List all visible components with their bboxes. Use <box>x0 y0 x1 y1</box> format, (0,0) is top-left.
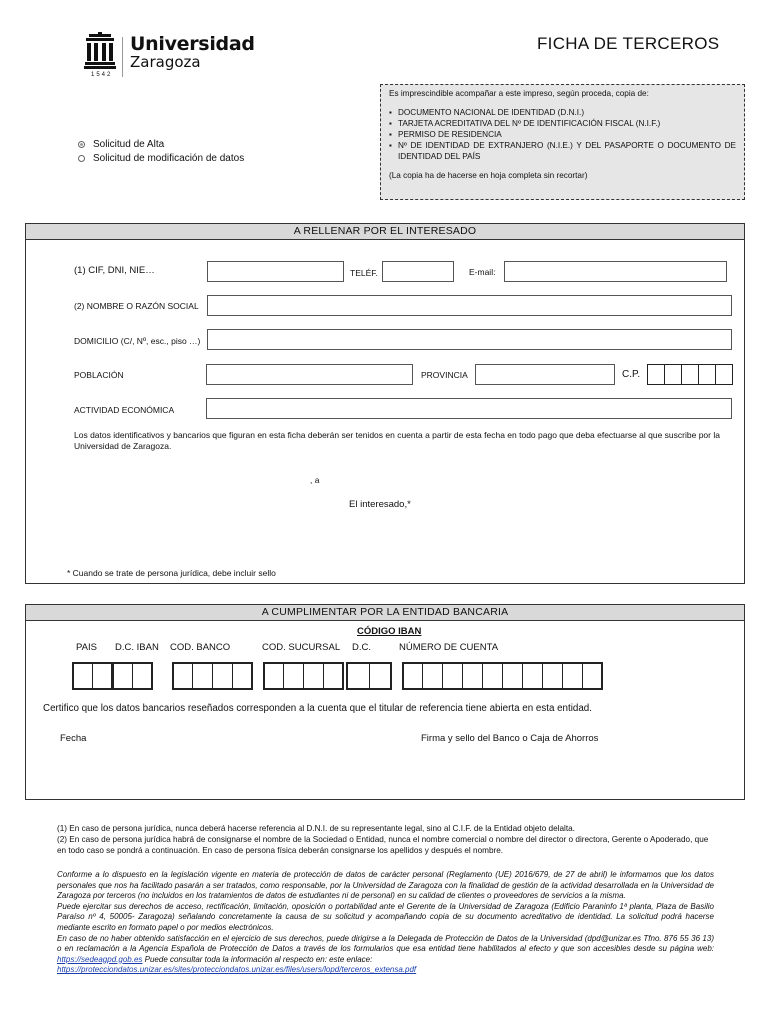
fecha-label: Fecha <box>60 733 87 744</box>
logo-line2: Zaragoza <box>130 53 201 71</box>
signer-label: El interesado,* <box>349 499 411 510</box>
domicilio-input[interactable] <box>207 329 732 350</box>
notice-intro: Es imprescindible acompañar a este impreso, según proceda, copia de: <box>389 89 649 98</box>
bank-certification: Certifico que los datos bancarios reseñados corresponden a la cuenta que el titular de referencia tiene abierta en esta entidad. <box>43 703 592 714</box>
iban-sucursal-cells[interactable] <box>263 662 344 690</box>
telef-label: TELÉF. <box>350 268 378 278</box>
iban-dc-cells[interactable] <box>112 662 153 690</box>
logo-line1: Universidad <box>130 33 255 55</box>
privacy-info-link[interactable]: https://protecciondatos.unizar.es/sites/protecciondatos.unizar.es/files/users/lopd/terceros_extensa.pdf <box>57 965 417 975</box>
data-protection-notice <box>57 870 714 976</box>
iban-dc2-cells[interactable] <box>346 662 392 690</box>
agpd-link[interactable]: https://sedeagpd.gob.es <box>57 954 143 964</box>
iban-banco-cells[interactable] <box>172 662 253 690</box>
iban-title: CÓDIGO IBAN <box>357 626 422 637</box>
notice-note: (La copia ha de hacerse en hoja completa sin recortar) <box>389 171 588 180</box>
cp-input[interactable] <box>647 364 733 385</box>
required-documents-notice <box>380 84 745 200</box>
col-dciban: D.C. IBAN <box>115 642 159 653</box>
col-cuenta: NÚMERO DE CUENTA <box>399 642 499 653</box>
note-1: (1) En caso de persona jurídica, nunca deberá hacerse referencia al D.N.I. de su representante legal, sino al C.I.F. de la Entidad objeto delalta. <box>57 824 575 833</box>
email-input[interactable] <box>504 261 727 282</box>
provincia-label: PROVINCIA <box>421 370 468 380</box>
bank-signature-label: Firma y sello del Banco o Caja de Ahorros <box>421 733 599 744</box>
legal-paragraph-2: Puede ejercitar sus derechos de acceso, rectificación, limitación, oposición o portabilidad ante el Gerente de la Universidad de Zaragoza (Edificio Paraninfo 1ª planta, Plaza de Basilio Paraíso nº 4, 50005- Zaragoza) señalando concretamente la causa de su solicitud y acompañando copia de su documento acreditativo de identidad. La solicitud podrá hacerse mediante escrito en formato papel o por medios electrónicos. <box>57 901 714 932</box>
nombre-label: (2) NOMBRE O RAZÓN SOCIAL <box>74 301 199 311</box>
building-icon <box>84 32 116 70</box>
university-logo <box>84 32 254 82</box>
section-bank-title: A CUMPLIMENTAR POR LA ENTIDAD BANCARIA <box>26 605 744 621</box>
radio-modificacion[interactable] <box>78 155 85 162</box>
section-interesado-title: A RELLENAR POR EL INTERESADO <box>26 224 744 240</box>
actividad-input[interactable] <box>206 398 732 419</box>
notice-item: ▪ PERMISO DE RESIDENCIA <box>398 129 736 140</box>
notice-item: ▪ DOCUMENTO NACIONAL DE IDENTIDAD (D.N.I.) <box>398 107 736 118</box>
notice-item: ▪ Nº DE IDENTIDAD DE EXTRANJERO (N.I.E.) Y DEL PASAPORTE O DOCUMENTO DE IDENTIDAD DEL PAÍS <box>398 140 736 162</box>
nombre-input[interactable] <box>207 295 732 316</box>
col-banco: COD. BANCO <box>170 642 231 653</box>
cp-label: C.P. <box>622 369 641 380</box>
iban-pais-cells[interactable] <box>72 662 113 690</box>
col-pais: PAIS <box>76 642 97 653</box>
col-dc: D.C. <box>352 642 371 653</box>
email-label: E-mail: <box>469 267 496 277</box>
domicilio-label: DOMICILIO (C/, Nº, esc., piso …) <box>74 336 201 346</box>
telefono-input[interactable] <box>382 261 454 282</box>
page-title: FICHA DE TERCEROS <box>537 34 720 53</box>
poblacion-label: POBLACIÓN <box>74 370 124 380</box>
logo-year: 1542 <box>91 72 113 78</box>
seal-footnote: * Cuando se trate de persona jurídica, debe incluir sello <box>67 568 276 578</box>
actividad-label: ACTIVIDAD ECONÓMICA <box>74 405 175 415</box>
legal-paragraph-1: Conforme a lo dispuesto en la legislación vigente en materia de protección de datos de carácter personal (Reglamento (UE) 2016/679, de 27 de abril) le informamos que los datos personales que nos ha facilitado pasarán a ser tratados, como responsable, por la Universidad de Zaragoza con la finalidad de gestión de la actividad desarrollada en la Universidad de Zaragoza por terceros (no incluidos en los tratamientos de datos de estudiantes ni de personal) en su calidad de clientes o proveedores de servicios a la misma. <box>57 870 714 901</box>
notice-item: ▪ TARJETA ACREDITATIVA DEL Nº DE IDENTIFICACIÓN FISCAL (N.I.F.) <box>398 118 736 129</box>
place-date: , a <box>310 475 320 485</box>
cif-input[interactable] <box>207 261 344 282</box>
provincia-input[interactable] <box>475 364 615 385</box>
radio-alta-label: Solicitud de Alta <box>93 139 165 150</box>
poblacion-input[interactable] <box>206 364 413 385</box>
data-validity-statement: Los datos identificativos y bancarios que figuran en esta ficha deberán ser tenidos en cuenta a partir de esta fecha en todo pago que deba efectuarse al que suscribe por la Universidad de Zaragoza. <box>74 430 720 451</box>
legal-paragraph-3: En caso de no haber obtenido satisfacción en el ejercicio de sus derechos, puede dirigirse a la Delegada de Protección de Datos de la Universidad (dpd@unizar.es Tfno. 876 55 36 13) o en reclamación a la Agencia Española de Protección de Datos a través de los formularios que esa entidad tiene habilitados al efecto y que son accesibles desde su página web: https://sedeagpd.gob.es Puede consultar toda la información al respecto en: este enlace: https://protecciondatos.unizar.es/sites/protecciondatos.unizar.es/files/users/lopd/terceros_extensa.pdf <box>57 933 714 975</box>
radio-alta[interactable] <box>78 141 85 148</box>
radio-modificacion-label: Solicitud de modificación de datos <box>93 153 245 164</box>
note-2: (2) En caso de persona jurídica habrá de consignarse el nombre de la Sociedad o Entidad, nunca el nombre comercial o nombre del director o directora, Gerente o Apoderado, que en todo caso se pondrá a continuación. En caso de persona física deberán consignarse los apellidos y después el nombre. <box>57 835 709 855</box>
col-sucursal: COD. SUCURSAL <box>262 642 341 653</box>
cif-label: (1) CIF, DNI, NIE… <box>74 265 155 276</box>
iban-cuenta-cells[interactable] <box>402 662 603 690</box>
